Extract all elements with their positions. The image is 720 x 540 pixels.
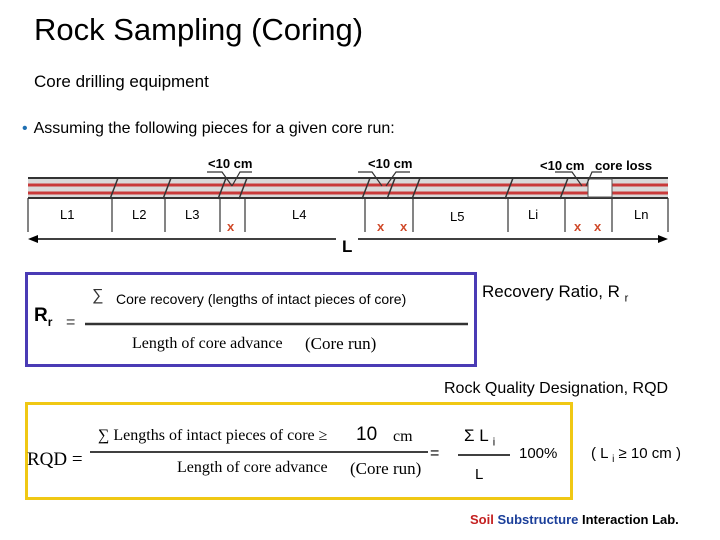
core-loss-label: core loss bbox=[595, 158, 653, 173]
page-title: Rock Sampling (Coring) bbox=[34, 12, 364, 47]
piece-separators bbox=[28, 198, 668, 232]
rr-symbol-sub: r bbox=[47, 314, 53, 329]
piece-label-l5: L5 bbox=[450, 209, 465, 224]
rr-symbol bbox=[34, 305, 52, 329]
rr-numerator: Core recovery (lengths of intact pieces of core) bbox=[116, 291, 407, 307]
piece-label-l2: L2 bbox=[132, 207, 147, 222]
recovery-ratio-heading bbox=[482, 282, 628, 304]
arrow-left-head bbox=[28, 235, 38, 243]
l-denominator: L bbox=[475, 466, 484, 483]
lab-word-substructure: Substructure bbox=[497, 512, 579, 527]
arrow-right-head bbox=[658, 235, 668, 243]
bullet-icon: • bbox=[22, 120, 28, 137]
rr-symbol-main: R bbox=[34, 305, 48, 326]
x-mark-5: x bbox=[594, 219, 602, 234]
lab-word-soil: Soil bbox=[470, 512, 494, 527]
rqd-threshold: 10 bbox=[356, 424, 378, 445]
rr-heading-text: Recovery Ratio, R bbox=[482, 282, 620, 301]
piece-label-ln: Ln bbox=[634, 207, 649, 222]
lab-credit bbox=[470, 512, 679, 527]
rqd-unit: cm bbox=[393, 428, 413, 445]
core-tube bbox=[28, 178, 668, 198]
sum-li-sub: i bbox=[492, 436, 496, 449]
piece-label-l4: L4 bbox=[292, 207, 307, 222]
rqd-denominator-suffix: (Core run) bbox=[350, 459, 422, 478]
rr-sigma: ∑ bbox=[92, 287, 104, 304]
rr-equals: = bbox=[66, 314, 76, 331]
rqd-numerator: ∑ Lengths of intact pieces of core ≥ bbox=[98, 427, 328, 444]
sum-li bbox=[464, 426, 495, 448]
lab-word-interaction: Interaction Lab. bbox=[582, 512, 679, 527]
x-mark-2: x bbox=[377, 219, 385, 234]
rr-heading-sub: r bbox=[624, 292, 629, 305]
rqd-equals: = bbox=[430, 445, 440, 462]
rqd-condition bbox=[591, 445, 681, 465]
rqd-denominator: Length of core advance bbox=[177, 459, 328, 476]
cond-text: ( L bbox=[591, 445, 608, 462]
cond-sub: i bbox=[612, 454, 615, 465]
cond-rest: ≥ 10 cm ) bbox=[614, 445, 681, 462]
piece-label-l1: L1 bbox=[60, 207, 75, 222]
x-mark-3: x bbox=[400, 219, 408, 234]
rr-denominator: Length of core advance bbox=[132, 335, 283, 352]
small-piece-label-2: <10 cm bbox=[368, 156, 413, 171]
x-mark-4: x bbox=[574, 219, 582, 234]
small-piece-label-1: <10 cm bbox=[208, 156, 253, 171]
total-length-label: L bbox=[342, 237, 353, 256]
piece-label-li: Li bbox=[528, 207, 539, 222]
section-subtitle: Core drilling equipment bbox=[34, 72, 209, 91]
rqd-symbol: RQD = bbox=[27, 449, 83, 470]
piece-label-l3: L3 bbox=[185, 207, 200, 222]
rqd-heading: Rock Quality Designation, RQD bbox=[440, 380, 672, 398]
bullet-text: Assuming the following pieces for a given core run: bbox=[33, 120, 395, 137]
percent-factor: 100% bbox=[519, 445, 558, 462]
sum-li-text: Σ L bbox=[464, 426, 489, 445]
rqd-box bbox=[25, 402, 573, 500]
x-mark-1: x bbox=[227, 219, 235, 234]
core-loss-gap bbox=[588, 179, 612, 197]
small-piece-label-3: <10 cm bbox=[540, 158, 585, 173]
rr-denominator-suffix: (Core run) bbox=[305, 334, 377, 353]
